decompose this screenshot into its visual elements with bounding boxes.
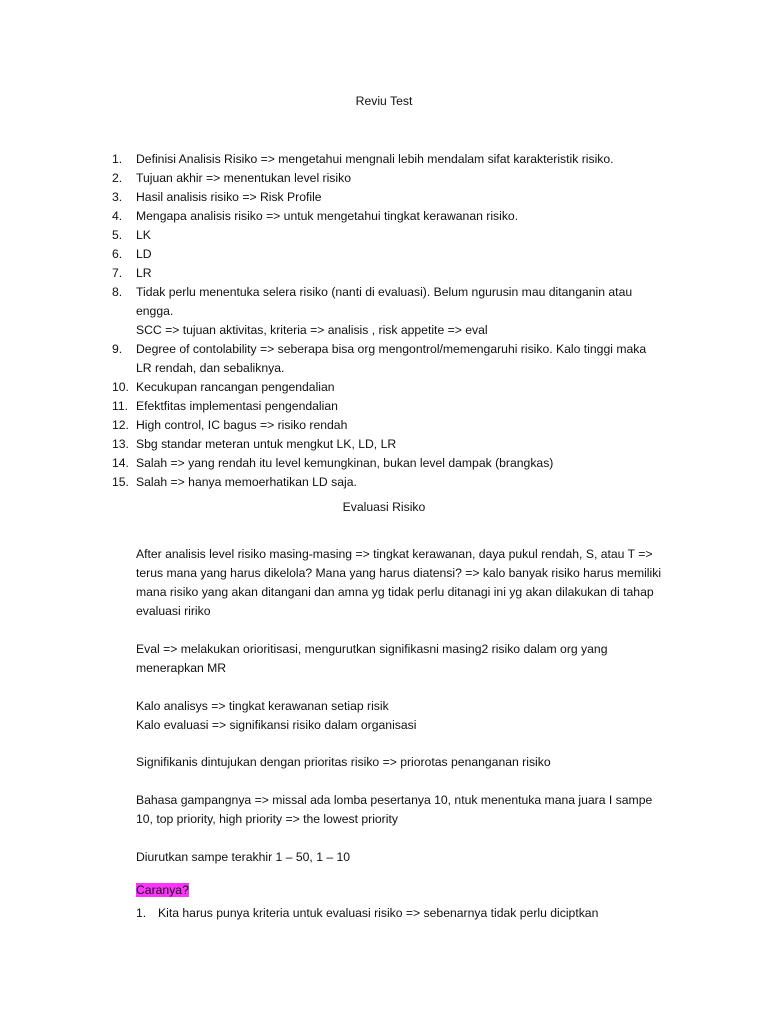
list-text <box>136 435 670 454</box>
list-text: Kita harus punya kriteria untuk evaluasi risiko => sebenarnya tidak perlu diciptkan <box>158 906 599 920</box>
highlight-heading <box>136 881 672 900</box>
paragraph <box>136 753 672 772</box>
list-text-line: Mengapa analisis risiko => untuk mengetahui tingkat kerawanan risiko. <box>136 209 519 223</box>
list-number: 6. <box>112 247 123 261</box>
list-text-line: engga. <box>136 304 174 318</box>
paragraph-line: menerapkan MR <box>136 661 227 675</box>
list-number: 4. <box>112 209 123 223</box>
list-text-line: Tidak perlu menentuka selera risiko (nanti di evaluasi). Belum ngurusin mau ditanganin atau <box>136 285 633 299</box>
list-number: 8. <box>112 285 123 299</box>
paragraph-line: Diurutkan sampe terakhir 1 – 50, 1 – 10 <box>136 850 351 864</box>
list-number: 13. <box>112 437 129 451</box>
list-text <box>136 283 670 340</box>
list-text-line: Sbg standar meteran untuk mengkut LK, LD, LR <box>136 437 397 451</box>
paragraph <box>136 640 672 678</box>
paragraph-line: evaluasi ririko <box>136 604 211 618</box>
list-text <box>136 378 670 397</box>
list-text <box>136 207 670 226</box>
list-text-line: Hasil analisis risiko => Risk Profile <box>136 190 322 204</box>
list-text-line: High control, IC bagus => risiko rendah <box>136 418 348 432</box>
list-number: 10. <box>112 380 129 394</box>
list-text-line: Degree of contolability => seberapa bisa org mengontrol/memengaruhi risiko. Kalo tinggi maka <box>136 342 647 356</box>
list-number: 9. <box>112 342 123 356</box>
list-number: 1. <box>112 152 123 166</box>
section-title: Evaluasi Risiko <box>342 500 426 514</box>
list-text-line: Salah => yang rendah itu level kemungkinan, bukan level dampak (brangkas) <box>136 456 554 470</box>
paragraph-line: Eval => melakukan orioritisasi, mengurutkan signifikasni masing2 risiko dalam org yang <box>136 642 608 656</box>
paragraph <box>136 545 672 621</box>
list-text <box>136 169 670 188</box>
list-text <box>136 416 670 435</box>
paragraph-line: mana risiko yang akan ditangani dan amna yg tidak perlu ditanagi ini yg akan dilakukan di tahap <box>136 585 654 599</box>
paragraph-line: Kalo evaluasi => signifikansi risiko dalam organisasi <box>136 718 417 732</box>
paragraph <box>136 697 672 735</box>
list-number: 2. <box>112 171 123 185</box>
paragraph <box>136 848 672 867</box>
paragraph-line: Signifikanis dintujukan dengan prioritas risiko => priorotas penanganan risiko <box>136 755 551 769</box>
highlighted-text: Caranya? <box>136 883 189 897</box>
list-text <box>136 264 670 283</box>
list-text-line: LD <box>136 247 152 261</box>
list-number: 7. <box>112 266 123 280</box>
list-text <box>136 454 670 473</box>
list-text-line: LK <box>136 228 151 242</box>
paragraph-line: Bahasa gampangnya => missal ada lomba pesertanya 10, ntuk menentuka mana juara I sampe <box>136 793 653 807</box>
list-text-line: Definisi Analisis Risiko => mengetahui mengnali lebih mendalam sifat karakteristik risiko. <box>136 152 614 166</box>
list-text <box>136 473 670 492</box>
list-text <box>136 340 670 378</box>
list-text-line: LR <box>136 266 152 280</box>
list-number: 11. <box>112 399 129 413</box>
paragraph <box>136 791 672 829</box>
list-text <box>136 226 670 245</box>
paragraph-line: 10, top priority, high priority => the lowest priority <box>136 812 398 826</box>
list-number: 1. <box>136 906 147 920</box>
page-title: Reviu Test <box>355 94 413 108</box>
paragraph-line: After analisis level risiko masing-masing => tingkat kerawanan, daya pukul rendah, S, atau T => <box>136 547 653 561</box>
paragraph-line: terus mana yang harus dikelola? Mana yang harus diatensi? => kalo banyak risiko harus memiliki <box>136 566 662 580</box>
list-number: 12. <box>112 418 129 432</box>
list-number: 15. <box>112 475 129 489</box>
list-text-line: Salah => hanya memoerhatikan LD saja. <box>136 475 357 489</box>
list-text <box>136 150 670 169</box>
list-text-line: SCC => tujuan aktivitas, kriteria => analisis , risk appetite => eval <box>136 323 488 337</box>
list-text-line: Kecukupan rancangan pengendalian <box>136 380 335 394</box>
list-text <box>136 245 670 264</box>
list-item <box>136 904 676 923</box>
list-number: 3. <box>112 190 123 204</box>
list-text-line: LR rendah, dan sebaliknya. <box>136 361 285 375</box>
paragraph-line: Kalo analisys => tingkat kerawanan setiap risik <box>136 699 389 713</box>
list-number: 14. <box>112 456 129 470</box>
list-text <box>136 188 670 207</box>
list-number: 5. <box>112 228 123 242</box>
list-text <box>136 397 670 416</box>
list-text-line: Efektfitas implementasi pengendalian <box>136 399 338 413</box>
list-text-line: Tujuan akhir => menentukan level risiko <box>136 171 351 185</box>
